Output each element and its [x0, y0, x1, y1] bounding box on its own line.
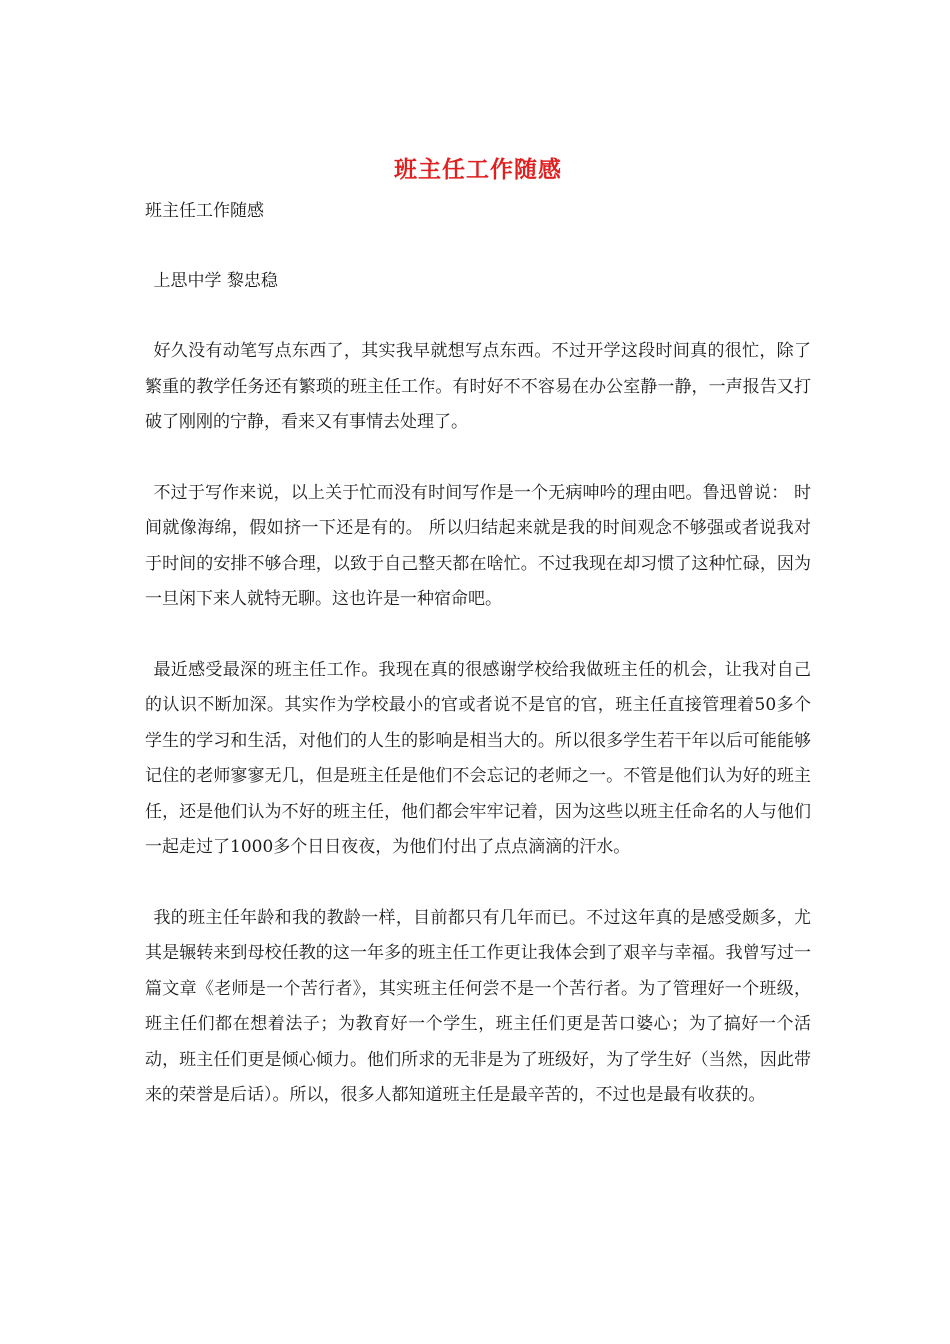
- paragraph-1: 好久没有动笔写点东西了，其实我早就想写点东西。不过开学这段时间真的很忙，除了繁重的教学任务还有繁琐的班主任工作。有时好不不容易在办公室静一静，一声报告又打破了刚刚的宁静，看来又有事情去处理了。: [145, 341, 811, 432]
- spacer: [145, 229, 811, 264]
- spacer: [145, 618, 811, 653]
- document-subtitle: 班主任工作随感: [145, 201, 264, 221]
- document-title: 班主任工作随感: [394, 156, 562, 183]
- spacer: [145, 866, 811, 901]
- author-line: 上思中学 黎忠稳: [153, 271, 278, 291]
- paragraph-4: 我的班主任年龄和我的教龄一样，目前都只有几年而已。不过这年真的是感受颇多，尤其是辗转来到母校任教的这一年多的班主任工作更让我体会到了艰辛与幸福。我曾写过一篇文章《老师是一个苦行者》，其实班主任何尝不是一个苦行者。为了管理好一个班级，班主任们都在想着法子；为教育好一个学生，班主任们更是苦口婆心；为了搞好一个活动，班主任们更是倾心倾力。他们所求的无非是为了班级好，为了学生好（当然，因此带来的荣誉是后话）。所以，很多人都知道班主任是最辛苦的，不过也是最有收获的。: [145, 907, 811, 1105]
- paragraph-2: 不过于写作来说，以上关于忙而没有时间写作是一个无病呻吟的理由吧。鲁迅曾说： 时间就像海绵，假如挤一下还是有的。 所以归结起来就是我的时间观念不够强或者说我对于时间的安排不够合理，以致于自己整天都在啥忙。不过我现在却习惯了这种忙碌，因为一旦闲下来人就特无聊。这也许是一种宿命吧。: [145, 482, 811, 609]
- spacer: [145, 299, 811, 334]
- paragraph-3: 最近感受最深的班主任工作。我现在真的很感谢学校给我做班主任的机会，让我对自己的认识不断加深。其实作为学校最小的官或者说不是官的官，班主任直接管理着50多个学生的学习和生活，对他们的人生的影响是相当大的。所以很多学生若干年以后可能能够记住的老师寥寥无几，但是班主任是他们不会忘记的老师之一。不管是他们认为好的班主任，还是他们认为不好的班主任，他们都会牢牢记着，因为这些以班主任命名的人与他们一起走过了1000多个日日夜夜，为他们付出了点点滴滴的汗水。: [145, 659, 811, 857]
- document-page: [145, 150, 811, 1114]
- spacer: [145, 441, 811, 476]
